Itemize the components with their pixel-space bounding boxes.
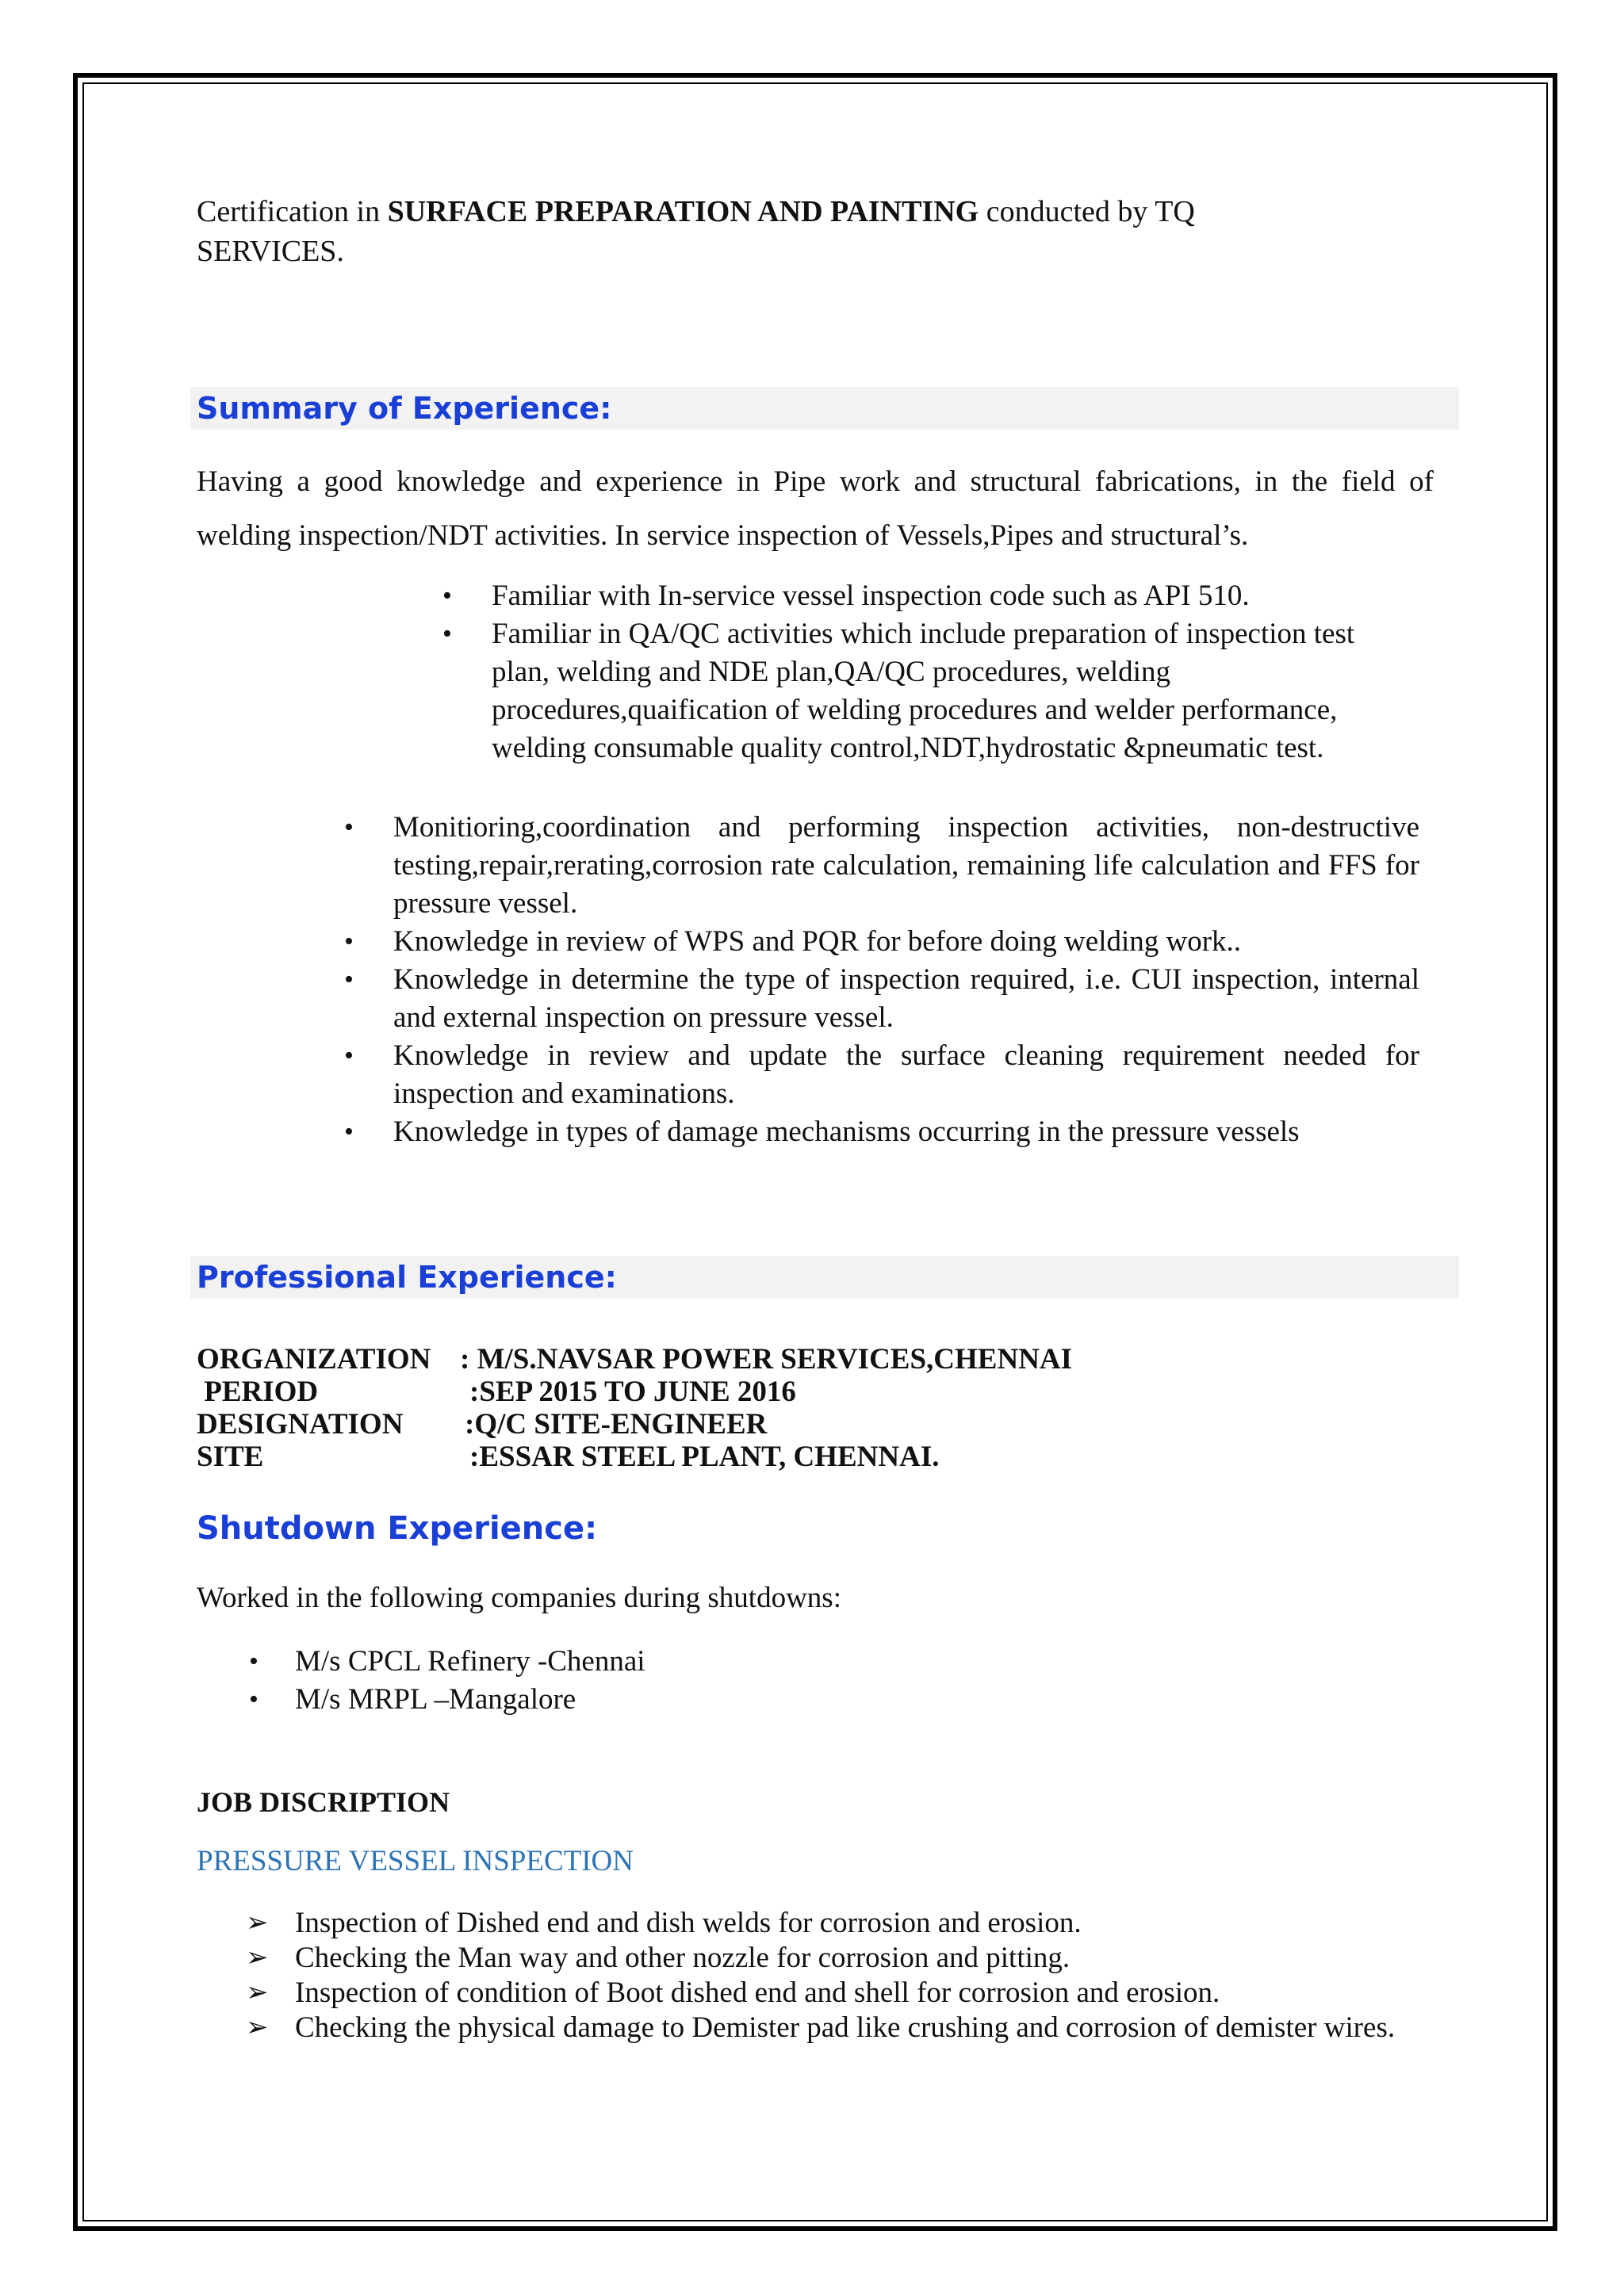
list-item-text: Knowledge in types of damage mechanisms occurring in the pressure vessels <box>393 1115 1300 1148</box>
list-item <box>344 809 1419 923</box>
list-item <box>246 1906 1469 1941</box>
summary-title: Summary of Experience: <box>197 391 612 426</box>
detail-value: :SEP 2015 TO JUNE 2016 <box>469 1376 796 1408</box>
arrow-bullet-icon: ➢ <box>246 2013 269 2042</box>
list-item-text: Monitioring,coordination and performing inspection activities, non-destructive testing,repair,rerating,corrosion rate calculation, remaining life calculation and FFS for pressure vessel. <box>393 811 1419 920</box>
list-item <box>246 1976 1469 2011</box>
certification-suffix: conducted by TQ SERVICES. <box>197 195 1195 268</box>
pressure-vessel-inspection-title: PRESSURE VESSEL INSPECTION <box>197 1845 634 1877</box>
bullet-icon: • <box>442 619 452 649</box>
bullet-icon: • <box>249 1685 259 1714</box>
list-item-text: Knowledge in determine the type of inspection required, i.e. CUI inspection, internal and external inspection on pressure vessel. <box>393 963 1419 1034</box>
list-item <box>344 1037 1419 1113</box>
list-item-text: M/s CPCL Refinery -Chennai <box>295 1645 645 1678</box>
list-item <box>344 961 1419 1037</box>
bullet-icon: • <box>344 927 354 956</box>
list-item <box>442 615 1396 767</box>
detail-value: :ESSAR STEEL PLANT, CHENNAI. <box>469 1441 940 1473</box>
job-description-title: JOB DISCRIPTION <box>197 1786 450 1818</box>
list-item-text: M/s MRPL –Mangalore <box>295 1683 576 1716</box>
bullet-icon: • <box>249 1647 259 1676</box>
bullet-icon: • <box>344 1117 354 1146</box>
job-item-list <box>246 1906 1469 2045</box>
shutdown-company-list <box>249 1643 1009 1719</box>
list-item <box>344 923 1419 961</box>
arrow-bullet-icon: ➢ <box>246 1943 269 1973</box>
list-item-text: Inspection of condition of Boot dished end and shell for corrosion and erosion. <box>295 1976 1220 2009</box>
bullet-icon: • <box>344 813 354 842</box>
list-item-text: Checking the Man way and other nozzle for corrosion and pitting. <box>295 1942 1071 1974</box>
bullet-icon: • <box>344 965 354 994</box>
list-item <box>344 1113 1419 1151</box>
detail-value: :Q/C SITE-ENGINEER <box>465 1408 768 1441</box>
certification-prefix: Certification in <box>197 195 388 228</box>
list-item <box>249 1643 1009 1681</box>
list-item <box>246 1941 1469 1976</box>
certification-line <box>197 192 1323 271</box>
bullet-icon: • <box>344 1041 354 1070</box>
summary-inner-bullet-list <box>442 577 1396 767</box>
summary-intro: Having a good knowledge and experience in Pipe work and structural fabrications, in the field of welding inspection/NDT activities. In service inspection of Vessels,Pipes and structural’s. <box>197 465 1434 552</box>
list-item <box>442 577 1396 615</box>
list-item-text: Familiar in QA/QC activities which include preparation of inspection test plan, welding and NDE plan,QA/QC procedures, welding procedures,quaification of welding procedures and welder performance, welding consumable quality control,NDT,hydrostatic &pneumatic test. <box>492 618 1355 764</box>
professional-title: Professional Experience: <box>197 1260 617 1295</box>
detail-label: SITE <box>197 1441 264 1473</box>
list-item-text: Checking the physical damage to Demister pad like crushing and corrosion of demister wires. <box>295 2011 1396 2044</box>
list-item-text: Familiar with In-service vessel inspection code such as API 510. <box>492 580 1250 612</box>
list-item-text: Knowledge in review and update the surface cleaning requirement needed for inspection and examinations. <box>393 1039 1419 1110</box>
certification-subject: SURFACE PREPARATION AND PAINTING <box>387 195 979 228</box>
detail-value: : M/S.NAVSAR POWER SERVICES,CHENNAI <box>460 1343 1073 1376</box>
detail-label: ORGANIZATION <box>197 1343 431 1376</box>
list-item-text: Knowledge in review of WPS and PQR for before doing welding work.. <box>393 925 1242 958</box>
detail-label: DESIGNATION <box>197 1408 404 1441</box>
list-item <box>246 2011 1469 2045</box>
summary-outer-bullet-list <box>344 809 1419 1151</box>
shutdown-title: Shutdown Experience: <box>197 1510 598 1547</box>
arrow-bullet-icon: ➢ <box>246 1908 269 1938</box>
list-item-text: Inspection of Dished end and dish welds for corrosion and erosion. <box>295 1907 1082 1939</box>
list-item <box>249 1681 1009 1719</box>
arrow-bullet-icon: ➢ <box>246 1978 269 2007</box>
bullet-icon: • <box>442 581 452 610</box>
detail-label: PERIOD <box>197 1376 319 1408</box>
shutdown-intro: Worked in the following companies during shutdowns: <box>197 1582 841 1614</box>
